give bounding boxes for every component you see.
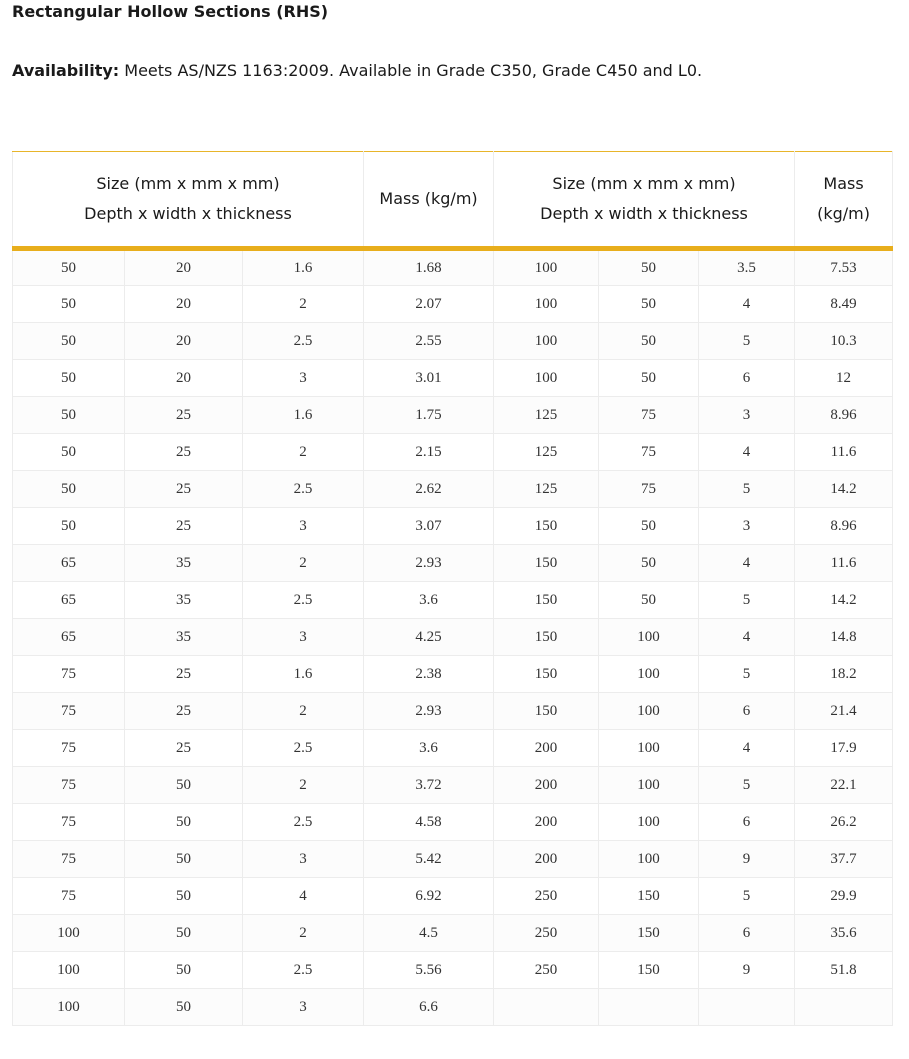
table-row: [13, 730, 893, 767]
table-cell: 100: [13, 952, 125, 989]
table-cell: 5: [699, 582, 795, 619]
table-cell: 100: [599, 619, 699, 656]
table-cell: 2.15: [364, 434, 494, 471]
table-cell: 2: [243, 434, 364, 471]
availability-label: Availability:: [12, 61, 120, 80]
table-cell: 2: [243, 915, 364, 952]
table-cell: 50: [599, 508, 699, 545]
table-cell: 150: [599, 915, 699, 952]
table-cell: 2: [243, 767, 364, 804]
table-cell: 3: [243, 989, 364, 1026]
table-cell: 20: [125, 286, 243, 323]
table-cell: 50: [13, 397, 125, 434]
table-cell: 3: [699, 397, 795, 434]
table-cell: 4: [699, 730, 795, 767]
table-cell: 2.5: [243, 804, 364, 841]
header-size-right: [494, 152, 795, 249]
table-cell: 75: [13, 878, 125, 915]
table-cell: 51.8: [795, 952, 893, 989]
table-cell: 125: [494, 397, 599, 434]
table-cell: [599, 989, 699, 1026]
table-cell: 3.01: [364, 360, 494, 397]
table-cell: 4.58: [364, 804, 494, 841]
table-cell: 29.9: [795, 878, 893, 915]
table-cell: 50: [13, 286, 125, 323]
table-cell: 100: [599, 693, 699, 730]
header-size-right-line1: Size (mm x mm x mm): [552, 174, 736, 193]
table-cell: 17.9: [795, 730, 893, 767]
header-mass-left-text: Mass (kg/m): [379, 189, 478, 208]
table-cell: 150: [494, 619, 599, 656]
table-row: [13, 952, 893, 989]
table-cell: 1.6: [243, 397, 364, 434]
table-cell: 2: [243, 545, 364, 582]
table-cell: 200: [494, 730, 599, 767]
table-cell: 125: [494, 471, 599, 508]
table-cell: 100: [13, 989, 125, 1026]
table-cell: 150: [494, 582, 599, 619]
availability-line: [12, 61, 702, 80]
table-row: [13, 508, 893, 545]
table-cell: 100: [599, 730, 699, 767]
table-cell: 2.38: [364, 656, 494, 693]
table-cell: 75: [599, 471, 699, 508]
table-row: [13, 619, 893, 656]
table-cell: 3.6: [364, 730, 494, 767]
table-cell: 50: [13, 323, 125, 360]
table-cell: 50: [599, 323, 699, 360]
table-header-row: [13, 152, 893, 249]
table-cell: 5: [699, 471, 795, 508]
table-cell: 100: [13, 915, 125, 952]
table-cell: 5.42: [364, 841, 494, 878]
table-cell: 50: [599, 249, 699, 286]
table-row: [13, 286, 893, 323]
table-cell: 8.96: [795, 508, 893, 545]
table-cell: 6: [699, 693, 795, 730]
header-mass-right-line2: (kg/m): [817, 204, 870, 223]
table-row: [13, 323, 893, 360]
table-cell: 18.2: [795, 656, 893, 693]
table-row: [13, 397, 893, 434]
table-cell: 3: [243, 508, 364, 545]
table-cell: 21.4: [795, 693, 893, 730]
table-cell: 35: [125, 582, 243, 619]
table-cell: 35: [125, 619, 243, 656]
table-cell: 25: [125, 730, 243, 767]
table-cell: 25: [125, 434, 243, 471]
table-cell: 25: [125, 693, 243, 730]
table-cell: 150: [494, 545, 599, 582]
table-cell: 20: [125, 249, 243, 286]
table-cell: 8.96: [795, 397, 893, 434]
table-cell: 2.5: [243, 471, 364, 508]
table-cell: 100: [494, 249, 599, 286]
table-cell: 3.72: [364, 767, 494, 804]
table-cell: 250: [494, 952, 599, 989]
table-cell: 7.53: [795, 249, 893, 286]
table-cell: 25: [125, 397, 243, 434]
table-cell: 5: [699, 656, 795, 693]
header-mass-left: [364, 152, 494, 249]
table-cell: 25: [125, 508, 243, 545]
table-row: [13, 915, 893, 952]
table-cell: 50: [125, 841, 243, 878]
table-cell: [795, 989, 893, 1026]
table-cell: 6: [699, 360, 795, 397]
table-cell: 100: [599, 804, 699, 841]
table-cell: [494, 989, 599, 1026]
table-cell: 1.75: [364, 397, 494, 434]
table-cell: 150: [494, 656, 599, 693]
header-size-left-line1: Size (mm x mm x mm): [96, 174, 280, 193]
table-row: [13, 582, 893, 619]
table-cell: 3: [699, 508, 795, 545]
table-cell: 50: [13, 360, 125, 397]
table-cell: 2.93: [364, 693, 494, 730]
table-cell: 100: [494, 360, 599, 397]
table-cell: 11.6: [795, 545, 893, 582]
table-cell: 50: [599, 545, 699, 582]
table-cell: 50: [125, 952, 243, 989]
table-cell: 6.92: [364, 878, 494, 915]
table-cell: 37.7: [795, 841, 893, 878]
table-cell: 150: [494, 508, 599, 545]
table-cell: 50: [125, 767, 243, 804]
rhs-table: [12, 151, 893, 1026]
table-cell: 2.5: [243, 582, 364, 619]
table-cell: 26.2: [795, 804, 893, 841]
table-cell: 50: [13, 249, 125, 286]
table-cell: 8.49: [795, 286, 893, 323]
table-row: [13, 693, 893, 730]
availability-text: Meets AS/NZS 1163:2009. Available in Grade C350, Grade C450 and L0.: [119, 61, 703, 80]
table-cell: 50: [13, 471, 125, 508]
table-cell: 1.6: [243, 249, 364, 286]
table-cell: 75: [13, 767, 125, 804]
table-cell: 4.25: [364, 619, 494, 656]
table-cell: 6: [699, 804, 795, 841]
table-cell: 10.3: [795, 323, 893, 360]
table-cell: 4: [699, 619, 795, 656]
table-cell: 150: [599, 878, 699, 915]
table-cell: 11.6: [795, 434, 893, 471]
table-cell: 2.07: [364, 286, 494, 323]
table-cell: 2.5: [243, 323, 364, 360]
table-cell: 50: [125, 804, 243, 841]
table-cell: 200: [494, 767, 599, 804]
table-cell: 5: [699, 323, 795, 360]
table-cell: 6.6: [364, 989, 494, 1026]
table-cell: 125: [494, 434, 599, 471]
table-cell: 65: [13, 582, 125, 619]
table-cell: 5: [699, 767, 795, 804]
table-cell: 75: [599, 434, 699, 471]
table-cell: 100: [599, 841, 699, 878]
table-cell: 2.55: [364, 323, 494, 360]
table-cell: 50: [13, 508, 125, 545]
table-cell: 65: [13, 545, 125, 582]
table-cell: 3: [243, 619, 364, 656]
table-cell: 200: [494, 804, 599, 841]
table-cell: 50: [125, 878, 243, 915]
table-row: [13, 471, 893, 508]
table-cell: 25: [125, 471, 243, 508]
table-cell: 65: [13, 619, 125, 656]
table-cell: 75: [13, 804, 125, 841]
page-title: Rectangular Hollow Sections (RHS): [12, 2, 329, 21]
table-cell: 50: [599, 360, 699, 397]
table-cell: 150: [494, 693, 599, 730]
table-cell: 4: [699, 286, 795, 323]
table-cell: 200: [494, 841, 599, 878]
table-cell: 100: [494, 286, 599, 323]
table-cell: 75: [13, 730, 125, 767]
table-cell: 2.93: [364, 545, 494, 582]
table-cell: 100: [494, 323, 599, 360]
table-cell: 14.8: [795, 619, 893, 656]
header-size-right-line2: Depth x width x thickness: [540, 204, 748, 223]
table-cell: 14.2: [795, 471, 893, 508]
table-cell: 5.56: [364, 952, 494, 989]
header-size-left: [13, 152, 364, 249]
table-cell: 35: [125, 545, 243, 582]
table-cell: 9: [699, 841, 795, 878]
table-cell: 5: [699, 878, 795, 915]
table-cell: 22.1: [795, 767, 893, 804]
table-body: [13, 249, 893, 1026]
header-mass-right-line1: Mass: [823, 174, 864, 193]
table-cell: 250: [494, 878, 599, 915]
table-cell: 100: [599, 656, 699, 693]
table-row: [13, 878, 893, 915]
table-cell: 100: [599, 767, 699, 804]
table-cell: 75: [599, 397, 699, 434]
table-cell: 250: [494, 915, 599, 952]
table-cell: 50: [125, 989, 243, 1026]
table-cell: 4: [243, 878, 364, 915]
table-cell: 35.6: [795, 915, 893, 952]
table-cell: 2.5: [243, 952, 364, 989]
table-cell: 4: [699, 434, 795, 471]
table-row: [13, 841, 893, 878]
table-cell: 1.6: [243, 656, 364, 693]
header-mass-right: [795, 152, 893, 249]
table-row: [13, 656, 893, 693]
table-cell: 75: [13, 693, 125, 730]
table-row: [13, 989, 893, 1026]
table-row: [13, 767, 893, 804]
table-cell: 3.6: [364, 582, 494, 619]
table-row: [13, 249, 893, 286]
table-cell: [699, 989, 795, 1026]
table-cell: 14.2: [795, 582, 893, 619]
table-cell: 75: [13, 656, 125, 693]
table-cell: 4.5: [364, 915, 494, 952]
table-cell: 6: [699, 915, 795, 952]
table-cell: 2.62: [364, 471, 494, 508]
table-cell: 50: [13, 434, 125, 471]
table-cell: 50: [599, 286, 699, 323]
table-cell: 2: [243, 693, 364, 730]
table-cell: 3: [243, 841, 364, 878]
table-cell: 1.68: [364, 249, 494, 286]
table-cell: 12: [795, 360, 893, 397]
table-cell: 25: [125, 656, 243, 693]
table-row: [13, 545, 893, 582]
table-row: [13, 360, 893, 397]
table-cell: 2.5: [243, 730, 364, 767]
header-size-left-line2: Depth x width x thickness: [84, 204, 292, 223]
table-row: [13, 804, 893, 841]
table-row: [13, 434, 893, 471]
table-cell: 4: [699, 545, 795, 582]
table-cell: 3.5: [699, 249, 795, 286]
table-cell: 75: [13, 841, 125, 878]
table-cell: 150: [599, 952, 699, 989]
table-cell: 2: [243, 286, 364, 323]
table-cell: 20: [125, 360, 243, 397]
table-cell: 3: [243, 360, 364, 397]
table-cell: 3.07: [364, 508, 494, 545]
table-cell: 20: [125, 323, 243, 360]
table-cell: 50: [599, 582, 699, 619]
table-cell: 9: [699, 952, 795, 989]
table-cell: 50: [125, 915, 243, 952]
